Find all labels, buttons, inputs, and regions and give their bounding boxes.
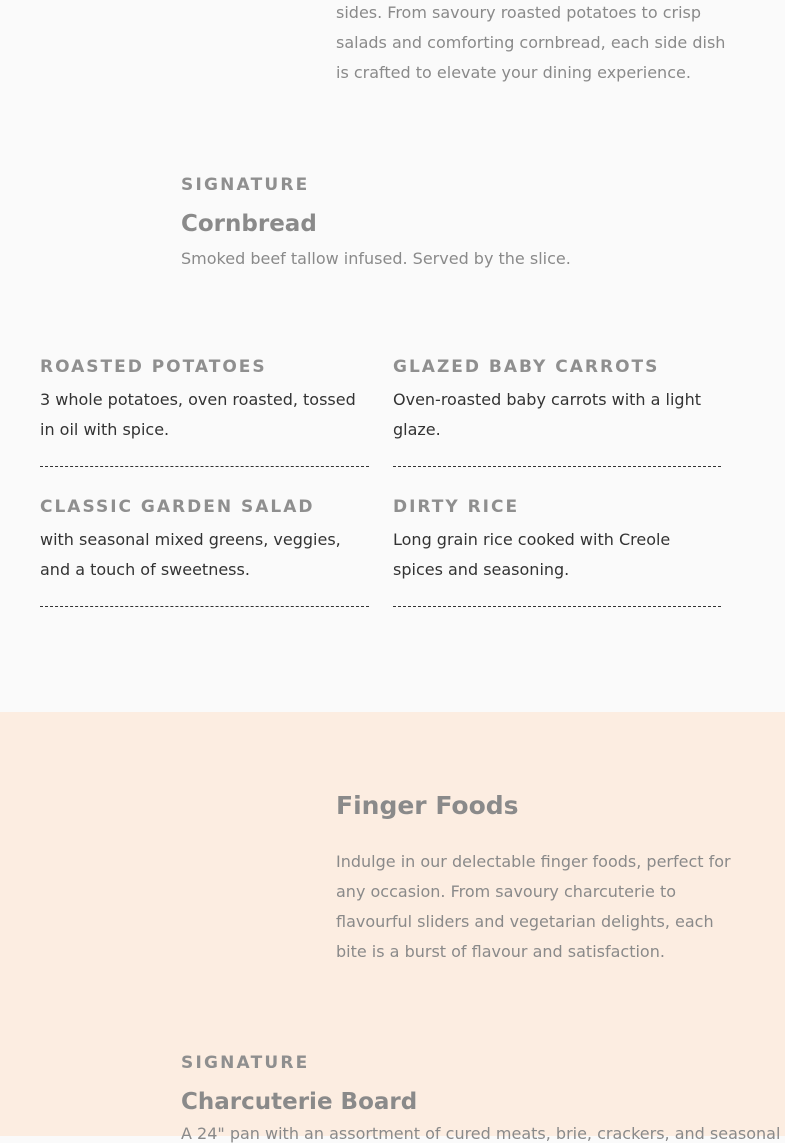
menu-item-name: GLAZED BABY CARROTS — [393, 357, 660, 377]
menu-item-description: Long grain rice cooked with Creole spices and seasoning. — [393, 530, 671, 579]
menu-item-name: ROASTED POTATOES — [40, 357, 267, 377]
menu-item-dirty-rice — [393, 497, 713, 585]
finger-foods-title: Finger Foods — [336, 791, 519, 820]
menu-divider — [40, 466, 369, 467]
signature-label: SIGNATURE — [181, 175, 310, 195]
menu-divider — [393, 606, 721, 607]
finger-foods-intro-text: Indulge in our delectable finger foods, perfect for any occasion. From savoury charcuterie to flavourful sliders and vegetarian delights, each bite is a burst of flavour and satisfaction. — [336, 852, 731, 961]
signature-dish-description: Smoked beef tallow infused. Served by the slice. — [181, 249, 571, 268]
finger-foods-section — [0, 712, 785, 1143]
signature-dish-name: Cornbread — [181, 211, 317, 237]
menu-item-classic-garden-salad — [40, 497, 369, 585]
menu-item-description: Oven-roasted baby carrots with a light glaze. — [393, 390, 701, 439]
menu-item-name: CLASSIC GARDEN SALAD — [40, 497, 315, 517]
sides-intro-text: sides. From savoury roasted potatoes to crisp salads and comforting cornbread, each side dish is crafted to elevate your dining experience. — [336, 3, 726, 82]
menu-item-description: 3 whole potatoes, oven roasted, tossed in oil with spice. — [40, 390, 356, 439]
signature-dish-description: A 24" pan with an assortment of cured meats, brie, crackers, and seasonal — [181, 1124, 781, 1143]
menu-divider — [393, 466, 721, 467]
signature-label: SIGNATURE — [181, 1053, 310, 1073]
menu-item-name: DIRTY RICE — [393, 497, 520, 517]
menu-item-glazed-baby-carrots — [393, 357, 703, 445]
signature-dish-name: Charcuterie Board — [181, 1089, 418, 1115]
menu-item-roasted-potatoes — [40, 357, 369, 445]
menu-item-description: with seasonal mixed greens, veggies, and a touch of sweetness. — [40, 530, 341, 579]
menu-divider — [40, 606, 369, 607]
